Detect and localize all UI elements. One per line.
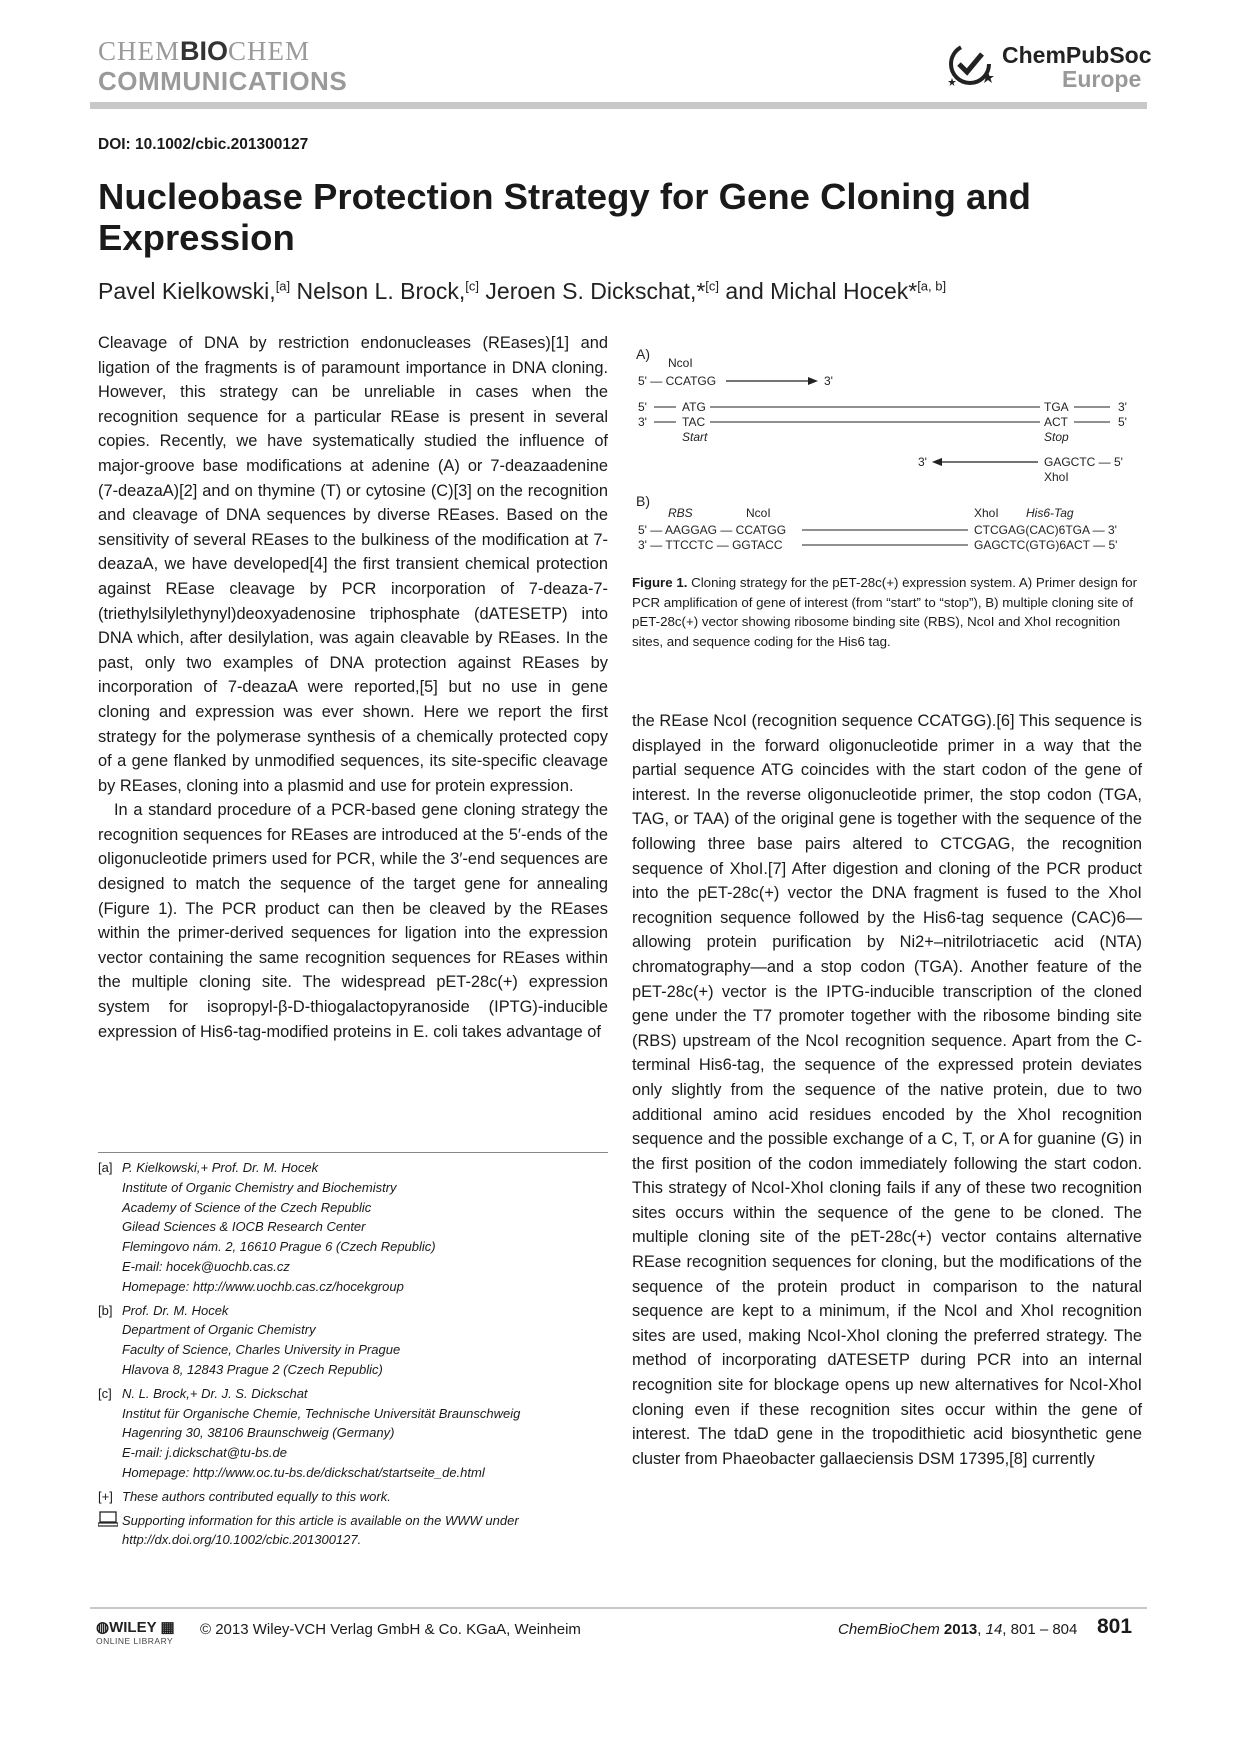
forward-primer: 5' — CCATGG: [638, 374, 717, 388]
wiley-sub: ONLINE LIBRARY: [96, 1636, 174, 1646]
stop-label: Stop: [1044, 430, 1069, 444]
author: Pavel Kielkowski,: [98, 278, 276, 304]
footnote-tag: [+]: [98, 1488, 113, 1504]
footnote-line: Faculty of Science, Charles University in Prague: [122, 1342, 401, 1358]
fwd-3p: 3': [824, 374, 833, 388]
wiley-circle-icon: ◍: [96, 1619, 110, 1636]
affiliation-c: [98, 1384, 608, 1483]
tga-codon: TGA: [1044, 400, 1069, 414]
footnote-line: Department of Organic Chemistry: [122, 1322, 316, 1338]
footnote-line: Prof. Dr. M. Hocek: [122, 1302, 229, 1318]
wiley-logo: [96, 1618, 175, 1636]
page-number: 801: [1097, 1615, 1133, 1638]
footnote-line: Academy of Science of the Czech Republic: [122, 1199, 372, 1215]
chempubsoc-logo: [944, 38, 1152, 96]
author: and Michal Hocek*: [719, 278, 918, 304]
author-affiliation: [a, b]: [917, 278, 947, 294]
mcs-bot-left: 3' — TTCCTC — GGTACC: [638, 538, 783, 552]
mcs-top-right: CTCGAG(CAC)6TGA — 3': [974, 523, 1117, 537]
wiley-text: WILEY: [109, 1619, 157, 1636]
figure-1: [632, 344, 1142, 554]
footnote-line: Hlavova 8, 12843 Prague 2 (Czech Republic): [122, 1361, 383, 1377]
footnote-line: Gilead Sciences & IOCB Research Center: [122, 1219, 366, 1235]
author-affiliation: [c]: [705, 278, 720, 294]
doi: DOI: 10.1002/cbic.201300127: [98, 136, 309, 153]
mcs-bot-right: GAGCTC(GTG)6ACT — 5': [974, 538, 1118, 552]
affiliation-a: [98, 1158, 608, 1297]
paragraph-1: Cleavage of DNA by restriction endonucleases (REases)[1] and ligation of the fragments is of paramount importance in DNA cloning. However, this strategy can be unreliable in cases when the recognition sequence for a particular REase is present in several copies. Recently, we have systematically studied the influence of major-groove base modifications at adenine (A) or 7-deazaadenine (7-deazaA)[2] and on thymine (T) or cytosine (C)[3] on the recognition and cleavage of DNA sequences by diverse REases. Based on the sensitivity of several REases to the bulkiness of the modification at 7-deazaA, we have developed[4] the first transient chemical protection against REase cleavage by PCR incorporation of 7-deaza-7-(triethylsilylethynyl)deoxyadenosine triphosphate (dATESETP) into DNA which, after desilylation, was again cleavable by REases. In the past, only two examples of DNA protection against REases by incorporation of 7-deazaA were reported,[5] but no use in gene cloning and expression was ever shown. Here we report the first strategy for the polymerase synthesis of a chemically protected copy of a gene flanked by unmodified sequences, its site-specific cleavage by REases, cloning into a plasmid and use for protein expression.: [98, 334, 608, 795]
figure-caption: [632, 573, 1142, 651]
footnote-tag: [c]: [98, 1385, 112, 1401]
paragraph-3: the REase NcoI (recognition sequence CCATGG).[6] This sequence is displayed in the forward oligonucleotide primer in a way that the partial sequence ATG coincides with the start codon of the gene of interest. In the reverse oligonucleotide primer, the stop codon (TGA, TAG, or TAA) of the original gene is together with the sequence of the following three base pairs altered to CTCGAG, the recognition sequence of XhoI.[7] After digestion and cloning of the PCR product into the pET-28c(+) vector the DNA fragment is fused to the XhoI recognition sequence followed by the His6-tag sequence (CAC)6—allowing protein purification by Ni2+–nitrilotriacetic acid (NTA) chromatography—and a stop codon (TGA). Another feature of the pET-28c(+) vector is the IPTG-inducible transcription of the cloned gene under the T7 promoter together with the ribosome binding site (RBS) upstream of the NcoI recognition sequence. Apart from the C-terminal His6-tag, the sequence of the expressed protein deviates only slightly from the sequence of the native protein, due to two additional amino acid residues encoded by the XhoI recognition sequence and the possible exchange of a C, T, or A for guanine (G) in the first position of the codon immediately following the start codon. This strategy of NcoI-XhoI cloning fails if any of these two recognition sites occurs within the sequence of the gene to be cloned. The multiple cloning site of the pET-28c(+) vector contains alternative REase recognition sequences for cloning, but the modifications of the sequence of the protein product in comparison to the natural sequence are kept to a minimum, if the NcoI and XhoI recognition sites are used, making NcoI-XhoI cloning the preferred strategy. The method of incorporating dATESETP during PCR into an internal recognition site for blockage opens up new alternatives for NcoI-XhoI cloning even if these recognition sites occur within the gene of interest. The tdaD gene in the tropodithietic acid biosynthetic gene cluster from Phaeobacter gallaeciensis DSM 17395,[8] currently: [632, 712, 1142, 1468]
article-title: Nucleobase Protection Strategy for Gene Cloning and Expression: [98, 176, 1031, 258]
tac-codon: TAC: [682, 415, 706, 429]
publisher-name: ChemPubSoc: [1002, 42, 1152, 68]
copyright: © 2013 Wiley-VCH Verlag GmbH & Co. KGaA, Weinheim: [200, 1621, 581, 1638]
footnote-line: Flemingovo nám. 2, 16610 Prague 6 (Czech Republic): [122, 1239, 436, 1255]
computer-icon: [98, 1511, 122, 1551]
bot-3p: 3': [638, 415, 647, 429]
left-column: [98, 331, 608, 1044]
top-3p-right: 3': [1118, 400, 1127, 414]
footnote-line: Institut für Organische Chemie, Technische Universität Braunschweig: [122, 1405, 521, 1421]
rev-3p: 3': [918, 455, 927, 469]
paragraph-2: In a standard procedure of a PCR-based gene cloning strategy the recognition sequences for REases are introduced at the 5′-ends of the oligonucleotide primers used for PCR, while the 3′-end sequences are designed to match the sequence of the target gene for annealing (Figure 1). The PCR product can then be cleaved by the REases within the primer-derived sequences for ligation into the expression vector containing the same recognition sequences for REases within the multiple cloning site. The widespread pET-28c(+) expression system for isopropyl-β-D-thiogalactopyranoside (IPTG)-inducible expression of His6-tag-modified proteins in E. coli takes advantage of: [98, 801, 608, 1041]
author-affiliation: [c]: [465, 278, 480, 294]
xhoi-label-b: XhoI: [974, 506, 999, 520]
publisher-sub: Europe: [1062, 66, 1142, 92]
book-icon: ▦: [160, 1619, 175, 1636]
panel-b-label: B): [636, 493, 650, 509]
star-logo-icon: [944, 38, 996, 90]
author-list: [98, 278, 946, 305]
his-tag-label: His6-Tag: [1026, 506, 1074, 520]
footnote-rule: [98, 1152, 608, 1153]
footnote-line: These authors contributed equally to this work.: [122, 1488, 391, 1504]
email-link[interactable]: E-mail: hocek@uochb.cas.cz: [122, 1258, 290, 1274]
figure-label: Figure 1.: [632, 575, 688, 590]
section-label: COMMUNICATIONS: [98, 66, 348, 96]
start-label: Start: [682, 430, 708, 444]
author: Jeroen S. Dickschat,*: [479, 278, 706, 304]
header-rule: [90, 102, 1147, 109]
footnote-tag: [a]: [98, 1160, 113, 1175]
citation: ChemBioChem 2013, 14, 801 – 804: [838, 1621, 1078, 1638]
right-column: [632, 709, 1142, 1471]
volume: 14: [985, 1621, 1003, 1638]
supporting-info-link[interactable]: Supporting information for this article is available on the WWW under http://dx.doi.org/10.1002/cbic.201300127.: [122, 1512, 519, 1548]
top-5p: 5': [638, 400, 647, 414]
footnote-tag: [b]: [98, 1302, 113, 1318]
ncoi-label-b: NcoI: [746, 506, 771, 520]
footnote-line: N. L. Brock,+ Dr. J. S. Dickschat: [122, 1385, 308, 1401]
journal: ChemBioChem: [838, 1621, 940, 1638]
caption-text: Cloning strategy for the pET-28c(+) expression system. A) Primer design for PCR amplification of gene of interest (from “start” to “stop”), B) multiple cloning site of pET-28c(+) vector showing ribosome binding site (RBS), NcoI and XhoI recognition sites, and sequence coding for the His6 tag.: [632, 575, 1138, 649]
homepage-link[interactable]: Homepage: http://www.oc.tu-bs.de/dickschat/startseite_de.html: [122, 1464, 485, 1480]
arrow-right-icon: [808, 377, 818, 385]
author-affiliation: [a]: [275, 278, 291, 294]
rbs-label: RBS: [668, 506, 693, 520]
year: 2013: [943, 1621, 978, 1638]
arrow-left-icon: [932, 458, 942, 466]
footnote-line: P. Kielkowski,+ Prof. Dr. M. Hocek: [122, 1160, 319, 1175]
equal-contribution-note: [98, 1487, 608, 1507]
xhoi-label-a: XhoI: [1044, 470, 1069, 484]
panel-a-label: A): [636, 346, 650, 362]
affiliations: [98, 1158, 608, 1550]
atg-codon: ATG: [682, 400, 706, 414]
affiliation-b: [98, 1301, 608, 1380]
email-link[interactable]: E-mail: j.dickschat@tu-bs.de: [122, 1445, 287, 1461]
footnote-line: Institute of Organic Chemistry and Biochemistry: [122, 1179, 397, 1195]
homepage-link[interactable]: Homepage: http://www.uochb.cas.cz/hocekgroup: [122, 1278, 404, 1294]
act-codon: ACT: [1044, 415, 1068, 429]
bot-5p-right: 5': [1118, 415, 1127, 429]
footnote-line: Hagenring 30, 38106 Braunschweig (Germany): [122, 1425, 395, 1441]
supporting-info-note: [98, 1511, 608, 1551]
pages: 801 – 804: [1010, 1621, 1078, 1638]
mcs-top-left: 5' — AAGGAG — CCATGG: [638, 523, 787, 537]
ncoi-label: NcoI: [668, 356, 693, 370]
journal-name: CHEMBIOCHEM: [98, 36, 311, 66]
reverse-primer: GAGCTC — 5': [1044, 455, 1123, 469]
author: Nelson L. Brock,: [290, 278, 466, 304]
footer-rule: [90, 1607, 1147, 1609]
